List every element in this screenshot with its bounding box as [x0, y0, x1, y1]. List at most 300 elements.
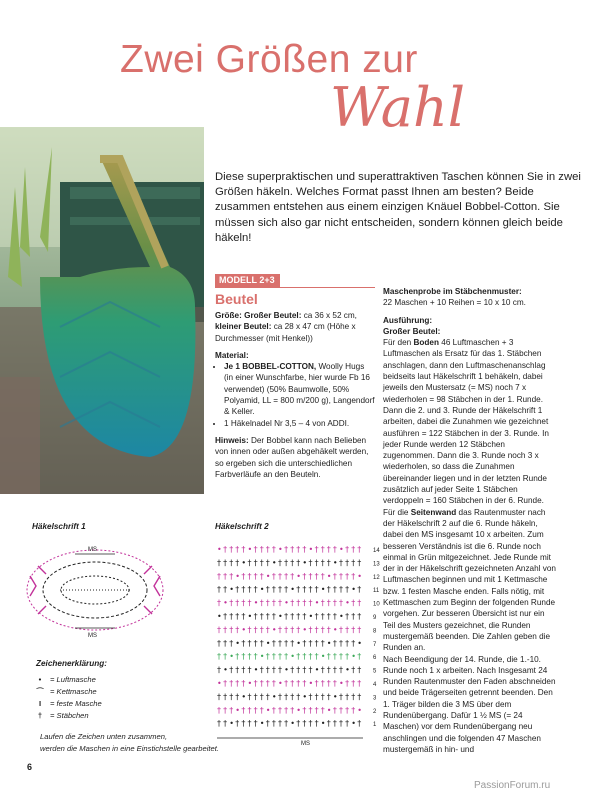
stitch-symbol: †: [339, 571, 343, 581]
stitch-symbol: †: [357, 585, 362, 595]
stitch-symbol: †: [308, 585, 313, 595]
stitch-symbol: †: [345, 545, 350, 554]
stitch-symbol: •: [296, 638, 302, 648]
stitch-symbol: †: [223, 571, 228, 581]
stitch-symbol: †: [217, 692, 221, 702]
stitch-symbol: †: [314, 545, 319, 554]
stitch-symbol: †: [308, 665, 313, 675]
stitch-symbol: †: [253, 719, 258, 729]
stitch-symbol: †: [217, 652, 221, 662]
stitch-symbol: •: [351, 652, 356, 662]
stitch-symbol: †: [339, 719, 343, 729]
page-number: 6: [27, 762, 33, 772]
stitch-symbol: †: [259, 545, 264, 554]
section-heading: Beutel: [215, 291, 258, 307]
diagram2-title: Häkelschrift 2: [215, 522, 269, 531]
stitch-symbol: †: [302, 638, 307, 648]
stitch-symbol: †: [229, 692, 234, 702]
stitch-symbol: †: [278, 585, 282, 595]
stitch-symbol: •: [332, 558, 338, 568]
stitch-symbol: •: [235, 571, 241, 581]
stitch-symbol: •: [332, 692, 338, 702]
stitch-symbol: †: [308, 705, 313, 715]
stitch-symbol: •: [278, 679, 283, 688]
stitch-symbol: •: [314, 665, 320, 675]
stitch-symbol: •: [247, 679, 253, 688]
stitch-symbol: •: [320, 719, 326, 729]
stitch-symbol: †: [290, 571, 295, 581]
stitch-symbol: †: [308, 625, 313, 635]
stitch-symbol: †: [351, 545, 356, 554]
stitch-symbol: •: [308, 612, 314, 621]
stitch-symbol: •: [265, 705, 271, 715]
stitch-symbol: †: [326, 665, 331, 675]
stitch-symbol: †: [314, 558, 319, 568]
stitch-symbol: †: [278, 571, 282, 581]
stitch-symbol: †: [259, 638, 264, 648]
stitch-symbol: †: [296, 598, 301, 608]
stitch-symbol: †: [357, 692, 362, 702]
stitch-symbol: †: [351, 612, 356, 621]
stitch-symbol: †: [308, 558, 313, 568]
legend-item: I = feste Masche: [38, 699, 102, 708]
hint: Hinweis: Der Bobbel kann nach Belieben von innen oder außen abgehäkelt werden, so ergeben sich die unterschiedlichen Farbverläufe an den Beuteln.: [215, 435, 369, 479]
stitch-symbol: †: [253, 585, 258, 595]
stitch-symbol: †: [357, 558, 362, 568]
footnote: Laufen die Zeichen unten zusammen, werden die Maschen in eine Einstichstelle gearbeitet.: [40, 732, 219, 753]
crochet-diagram-2: [213, 536, 389, 746]
stitch-symbol: •: [357, 705, 363, 715]
stitch-symbol: •: [253, 665, 259, 675]
stitch-symbol: †: [229, 612, 234, 621]
stitch-symbol: †: [302, 585, 307, 595]
stitch-symbol: †: [314, 585, 319, 595]
bag-photo: [0, 127, 204, 494]
stitch-symbol: †: [271, 652, 276, 662]
stitch-symbol: †: [345, 679, 350, 688]
stitch-symbol: †: [326, 585, 331, 595]
row-number: 11: [373, 588, 380, 595]
stitch-symbol: †: [265, 679, 270, 688]
stitch-symbol: †: [284, 545, 289, 554]
stitch-symbol: †: [320, 612, 325, 621]
stitch-symbol: †: [290, 638, 295, 648]
stitch-symbol: •: [271, 625, 277, 635]
stitch-symbol: †: [290, 558, 295, 568]
stitch-symbol: †: [345, 571, 350, 581]
stitch-symbol: †: [223, 692, 228, 702]
stitch-symbol: †: [345, 719, 350, 729]
stitch-symbol: †: [326, 625, 331, 635]
stitch-symbol: †: [357, 625, 362, 635]
stitch-symbol: †: [265, 598, 270, 608]
stitch-symbol: †: [296, 719, 301, 729]
stitch-symbol: •: [241, 625, 247, 635]
stitch-symbol: †: [339, 558, 343, 568]
stitch-symbol: •: [271, 692, 277, 702]
stitch-symbol: †: [320, 665, 325, 675]
legend: [34, 674, 102, 722]
stitch-symbol: †: [320, 571, 325, 581]
stitch-symbol: •: [247, 612, 253, 621]
stitch-symbol: †: [357, 612, 362, 621]
stitch-symbol: †: [278, 638, 282, 648]
stitch-symbol: †: [247, 692, 252, 702]
stitch-symbol: †: [339, 652, 343, 662]
ms-label: MS: [88, 633, 97, 639]
sizes: Größe: Großer Beutel: ca 36 x 52 cm, kleiner Beutel: ca 28 x 47 cm (Höhe x Durchmesser (mit Henkel)): [215, 311, 357, 343]
ms-label: MS: [88, 547, 97, 553]
stitch-symbol: †: [357, 719, 362, 729]
stitch-symbol: †: [223, 679, 228, 688]
stitch-symbol: †: [253, 545, 258, 554]
stitch-symbol: †: [223, 652, 228, 662]
stitch-symbol: †: [265, 545, 270, 554]
stitch-symbol: †: [326, 558, 331, 568]
stitch-symbol: †: [332, 719, 337, 729]
stitch-symbol: †: [271, 638, 276, 648]
row-number: 2: [373, 708, 377, 715]
stitch-symbol: •: [339, 612, 344, 621]
stitch-symbol: †: [247, 585, 252, 595]
stitch-symbol: †: [217, 598, 221, 608]
stitch-symbol: †: [247, 665, 252, 675]
stitch-symbol: †: [314, 652, 319, 662]
stitch-symbol: †: [229, 558, 234, 568]
row-number: 12: [373, 574, 380, 581]
stitch-symbol: †: [247, 625, 252, 635]
stitch-symbol: •: [284, 598, 289, 608]
stitch-symbol: †: [217, 571, 221, 581]
stitch-symbol: †: [302, 545, 307, 554]
stitch-symbol: †: [290, 612, 295, 621]
stitch-symbol: •: [217, 545, 222, 554]
stitch-symbol: †: [339, 705, 343, 715]
stitch-symbol: †: [247, 652, 252, 662]
stitch-symbol: †: [357, 679, 362, 688]
stitch-symbol: †: [265, 558, 270, 568]
stitch-symbol: †: [259, 558, 264, 568]
stitch-symbol: †: [271, 665, 276, 675]
stitch-symbol: •: [314, 598, 320, 608]
stitch-symbol: †: [223, 705, 228, 715]
stitch-symbol: †: [259, 705, 264, 715]
stitch-symbol: †: [235, 598, 240, 608]
stitch-symbol: †: [351, 571, 356, 581]
stitch-symbol: •: [235, 705, 241, 715]
stitch-symbol: †: [229, 665, 234, 675]
page-title-script: Wahl: [330, 76, 466, 139]
stitch-symbol: †: [241, 571, 246, 581]
stitch-symbol: †: [241, 638, 246, 648]
row-number: 5: [373, 668, 377, 675]
page-title: Zwei Größen zur: [120, 38, 418, 81]
stitch-symbol: †: [296, 585, 301, 595]
stitch-symbol: †: [296, 665, 301, 675]
stitch-symbol: †: [247, 719, 252, 729]
stitch-symbol: †: [314, 719, 319, 729]
stitch-symbol: •: [259, 585, 265, 595]
stitch-symbol: †: [296, 692, 301, 702]
stitch-symbol: †: [265, 719, 270, 729]
stitch-symbol: †: [278, 692, 282, 702]
stitch-symbol: †: [259, 692, 264, 702]
row-number: 13: [373, 561, 380, 568]
stitch-symbol: †: [339, 638, 343, 648]
stitch-symbol: †: [217, 558, 221, 568]
stitch-symbol: †: [271, 705, 276, 715]
stitch-symbol: †: [253, 571, 258, 581]
stitch-symbol: †: [241, 679, 246, 688]
stitch-symbol: †: [235, 558, 240, 568]
stitch-symbol: •: [290, 585, 295, 595]
left-column: [215, 310, 375, 486]
stitch-symbol: •: [308, 679, 314, 688]
stitch-symbol: †: [332, 705, 337, 715]
stitch-symbol: †: [302, 571, 307, 581]
stitch-symbol: •: [247, 545, 253, 554]
paragraph: Nach Beendigung der 14. Runde, die 1.-10. Runde noch 1 x arbeiten. Nach Insgesamt 24 Runden Rautenmuster den Faden abschneiden und beide Trägerseiten getrennt beenden. Den 1. Träger bilden die 3 MS über dem Rundenübergang. Dafür 1 ½ MS (= 24 Maschen) vor dem Rundenübergang neu anschlingen und die folgenden 47 Maschen mustergemäß in hin- und: [383, 654, 556, 754]
stitch-symbol: †: [357, 598, 362, 608]
row-number: 4: [373, 682, 377, 688]
stitch-symbol: †: [290, 665, 295, 675]
stitch-symbol: •: [332, 625, 338, 635]
stitch-symbol: †: [339, 692, 343, 702]
material-item: • 1 Häkelnadel Nr 3,5 – 4 von ADDI.: [224, 418, 375, 429]
stitch-symbol: †: [259, 679, 264, 688]
right-column: [383, 286, 558, 761]
stitch-symbol: †: [351, 558, 356, 568]
stitch-symbol: †: [326, 612, 331, 621]
stitch-symbol: •: [229, 719, 234, 729]
stitch-symbol: †: [351, 705, 356, 715]
stitch-symbol: †: [302, 705, 307, 715]
stitch-symbol: †: [308, 571, 313, 581]
stitch-symbol: •: [357, 638, 363, 648]
stitch-symbol: †: [284, 692, 289, 702]
stitch-symbol: †: [241, 585, 246, 595]
stitch-symbol: †: [259, 571, 264, 581]
stitch-symbol: †: [308, 652, 313, 662]
stitch-symbol: †: [247, 705, 252, 715]
stitch-symbol: †: [332, 665, 337, 675]
stitch-symbol: †: [314, 679, 319, 688]
stitch-symbol: †: [217, 585, 221, 595]
stitch-symbol: †: [284, 558, 289, 568]
stitch-symbol: †: [223, 638, 228, 648]
stitch-symbol: †: [326, 652, 331, 662]
stitch-symbol: •: [278, 612, 283, 621]
stitch-symbol: †: [296, 558, 301, 568]
stitch-symbol: †: [326, 545, 331, 554]
stitch-symbol: •: [265, 638, 271, 648]
divider: [215, 287, 375, 288]
legend-item: ⌒ = Kettmasche: [36, 687, 97, 696]
stitch-symbol: †: [278, 652, 282, 662]
stitch-symbol: †: [314, 638, 319, 648]
stitch-symbol: †: [223, 545, 228, 554]
intro-text: Diese superpraktischen und superattraktiven Taschen können Sie in zwei Größen häkeln. Welches Format passt Ihnen am besten? Beide zusammen entstehen aus einem einzigen Knäuel Bobbel-Cotton. Sie müssen sich also gar nicht entscheiden, sondern können gleich beide häkeln!: [215, 171, 581, 244]
stitch-symbol: •: [326, 638, 332, 648]
material-item: • Je 1 BOBBEL-COTTON, Woolly Hugs (in einer Wunschfarbe, hier wurde Fb 16 verwendet) (50% Baumwolle, 50% Polyamid, LL = 800 m/200 g), Langendorf & Keller.: [224, 361, 375, 417]
stitch-symbol: †: [235, 612, 240, 621]
legend-item: • = Luftmasche: [38, 675, 96, 684]
stitch-symbol: †: [284, 612, 289, 621]
stitch-symbol: †: [345, 612, 350, 621]
stitch-symbol: •: [326, 571, 332, 581]
stitch-symbol: †: [339, 598, 343, 608]
stitch-symbol: †: [217, 719, 221, 729]
row-number: 9: [373, 615, 377, 621]
stitch-symbol: †: [229, 638, 234, 648]
stitch-symbol: †: [235, 545, 240, 554]
diagram1-title: Häkelschrift 1: [32, 522, 86, 531]
stitch-symbol: †: [320, 679, 325, 688]
stitch-symbol: †: [351, 692, 356, 702]
stitch-symbol: †: [241, 598, 246, 608]
stitch-symbol: †: [320, 638, 325, 648]
stitch-symbol: †: [290, 598, 295, 608]
stitch-symbol: †: [284, 571, 289, 581]
stitch-symbol: †: [278, 558, 282, 568]
stitch-symbol: †: [314, 612, 319, 621]
stitch-symbol: †: [253, 705, 258, 715]
stitch-symbol: †: [247, 558, 252, 568]
stitch-symbol: †: [265, 692, 270, 702]
stitch-symbol: •: [278, 545, 283, 554]
stitch-symbol: †: [345, 652, 350, 662]
stitch-symbol: •: [339, 679, 344, 688]
stitch-symbol: •: [253, 598, 259, 608]
stitch-symbol: †: [247, 571, 252, 581]
stitch-symbol: †: [296, 545, 301, 554]
stitch-symbol: †: [351, 625, 356, 635]
stitch-symbol: •: [241, 692, 247, 702]
stitch-symbol: †: [290, 692, 295, 702]
stitch-symbol: †: [278, 625, 282, 635]
stitch-symbol: †: [339, 585, 343, 595]
stitch-symbol: †: [308, 598, 313, 608]
stitch-symbol: †: [278, 598, 282, 608]
stitch-symbol: †: [326, 598, 331, 608]
paragraph: Für die Seitenwand das Rautenmuster nach der Häkelschrift 2 auf die 6. Runde häkeln, dabei den MS insgesamt 10 x arbeiten. Zum besseren Verständnis ist die 6. Runde noch einmal in Grün mitgezeichnet. Jede Runde mit der in der Häkelschrift gezeichneten Anzahl von Luftmaschen beginnen und mit 1 Kettmasche bzw. 1 festen Masche enden. Falls nötig, mit Kettmaschen zum Beginn der folgenden Runde vorgehen. Zur besseren Übersicht ist nur ein Teil des Musters gezeichnet, die Runden mustergemäß beenden. Die Zahlen geben die Runden an.: [383, 507, 556, 653]
stitch-symbol: †: [290, 545, 295, 554]
stitch-symbol: •: [296, 571, 302, 581]
stitch-symbol: †: [302, 719, 307, 729]
stitch-symbol: †: [229, 625, 234, 635]
stitch-symbol: †: [284, 719, 289, 729]
stitch-symbol: †: [271, 719, 276, 729]
stitch-symbol: †: [253, 558, 258, 568]
stitch-symbol: •: [241, 558, 247, 568]
stitch-symbol: †: [271, 545, 276, 554]
stitch-symbol: •: [296, 705, 302, 715]
stitch-symbol: †: [235, 719, 240, 729]
stitch-symbol: †: [217, 705, 221, 715]
stitch-symbol: •: [290, 652, 295, 662]
stitch-symbol: †: [357, 652, 362, 662]
stitch-symbol: †: [271, 679, 276, 688]
stitch-symbol: †: [302, 665, 307, 675]
stitch-symbol: †: [223, 719, 228, 729]
row-number: 3: [373, 695, 377, 702]
stitch-symbol: †: [241, 612, 246, 621]
stitch-symbol: †: [326, 719, 331, 729]
stitch-symbol: •: [271, 558, 277, 568]
stitch-symbol: †: [320, 625, 325, 635]
stitch-symbol: †: [357, 545, 362, 554]
stitch-symbol: †: [265, 625, 270, 635]
stitch-symbol: †: [253, 625, 258, 635]
stitch-symbol: †: [320, 705, 325, 715]
stitch-symbol: †: [271, 571, 276, 581]
stitch-symbol: †: [296, 612, 301, 621]
stitch-symbol: †: [247, 638, 252, 648]
stitch-symbol: †: [265, 652, 270, 662]
stitch-symbol: †: [223, 585, 228, 595]
stitch-symbol: †: [296, 625, 301, 635]
stitch-symbol: †: [308, 638, 313, 648]
stitch-symbol: †: [271, 598, 276, 608]
stitch-symbol: †: [302, 652, 307, 662]
stitch-symbol: •: [308, 545, 314, 554]
stitch-symbol: †: [314, 705, 319, 715]
material-list: [215, 361, 375, 429]
stitch-symbol: †: [271, 612, 276, 621]
stitch-symbol: †: [339, 625, 343, 635]
stitch-symbol: †: [345, 585, 350, 595]
stitch-symbol: †: [235, 692, 240, 702]
stitch-symbol: †: [223, 625, 228, 635]
stitch-symbol: †: [247, 598, 252, 608]
stitch-symbol: †: [332, 571, 337, 581]
stitch-symbol: †: [223, 558, 228, 568]
stitch-symbol: †: [253, 638, 258, 648]
stitch-symbol: †: [241, 545, 246, 554]
stitch-symbol: †: [253, 679, 258, 688]
row-number: 1: [373, 722, 377, 729]
stitch-symbol: †: [217, 638, 221, 648]
stitch-symbol: †: [229, 705, 234, 715]
stitch-symbol: †: [345, 692, 350, 702]
stitch-symbol: †: [314, 692, 319, 702]
stitch-symbol: †: [284, 679, 289, 688]
watermark: PassionForum.ru: [474, 780, 551, 791]
stitch-symbol: †: [229, 598, 234, 608]
stitch-symbol: †: [302, 679, 307, 688]
stitch-symbol: •: [302, 625, 308, 635]
stitch-symbol: †: [284, 705, 289, 715]
stitch-symbol: †: [320, 545, 325, 554]
stitch-symbol: †: [284, 585, 289, 595]
stitch-symbol: †: [271, 585, 276, 595]
execution: Ausführung: Großer Beutel: Für den Boden 46 Luftmaschen + 3 Luftmaschen als Ersatz für das 1. Stäbchen anschlagen, dann den Luftmaschenanschlag beidseits laut Häkelschrift 1 behäkeln, dabei jeweils den Mustersatz (= MS) noch 7 x wiederholen = 98 Stäbchen in der 1. Runde. Dann die 2. und 3. Runde der Häkelschrift 1 arbeiten, dabei die Zunahmen wie gezeichnet ausführen = 122 Stäbchen in der 3. Runde. In jeder Runde werden 12 Stäbchen zugenommen. Dann die 3. Runde noch 3 x wiederholen, so dass die Zunahmen übereinander liegen und in der letzten Runde zusätzlich auf jeder Seite 1 Stäbchen verdoppeln = 160 Stäbchen in der 6. Runde.: [383, 315, 549, 506]
stitch-symbol: †: [339, 665, 343, 675]
stitch-symbol: †: [284, 625, 289, 635]
stitch-symbol: †: [253, 692, 258, 702]
row-number: 8: [373, 628, 377, 635]
crochet-diagram-1: [20, 536, 170, 644]
row-number: 14: [373, 548, 380, 554]
stitch-symbol: †: [357, 665, 362, 675]
stitch-symbol: †: [351, 638, 356, 648]
stitch-symbol: †: [351, 665, 356, 675]
stitch-symbol: •: [302, 692, 308, 702]
stitch-symbol: †: [290, 705, 295, 715]
stitch-symbol: †: [284, 652, 289, 662]
stitch-symbol: †: [223, 612, 228, 621]
stitch-symbol: •: [345, 598, 350, 608]
